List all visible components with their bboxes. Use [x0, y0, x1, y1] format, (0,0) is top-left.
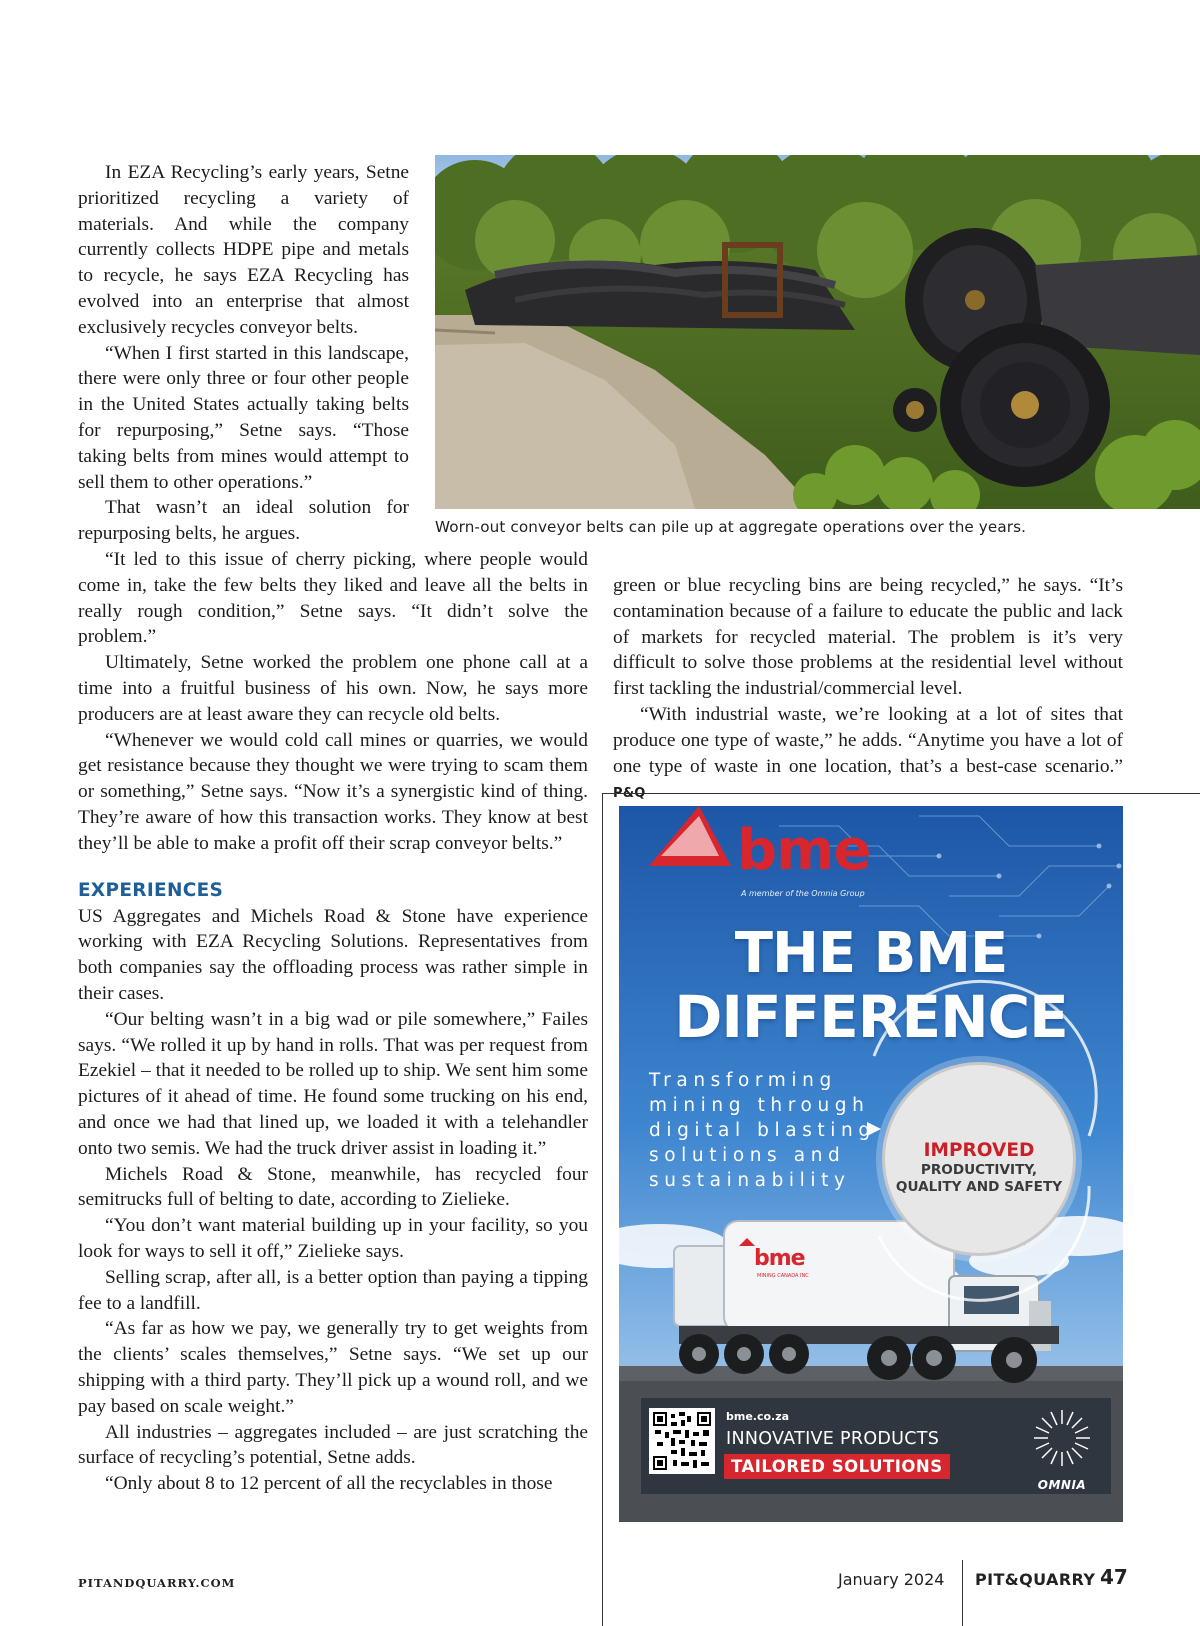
section-subhead: EXPERIENCES — [78, 879, 224, 901]
ad-headline-line-2: DIFFERENCE — [674, 983, 1068, 1051]
lead-paragraph-1: In EZA Recycling’s early years, Setne prioritized recycling a variety of materials. And while the company currently collects HDPE pipe and metals to recycle, he says EZA Recycling has evolved into an enterprise that almost exclusively recycles conveyor belts. — [78, 162, 409, 338]
footer-divider — [962, 1560, 963, 1626]
lead-paragraph-2: “When I first started in this landscape, there were only three or four other people in the United States actually taking belts for repurposing,” Setne says. “Those taking belts from mines would attempt to sell them to other operations.” — [78, 342, 409, 493]
end-mark: P&Q — [613, 786, 646, 802]
qr-code-icon — [653, 1412, 711, 1470]
ad-products-line: INNOVATIVE PRODUCTS — [726, 1429, 940, 1449]
qr-code[interactable] — [649, 1408, 715, 1474]
bme-advertisement[interactable] — [619, 806, 1123, 1522]
ad-frame-left-rule — [602, 793, 603, 1626]
left-paragraph-10: All industries – aggregates included – are just scratching the surface of recycling’s potential, Setne adds. — [78, 1421, 588, 1469]
right-paragraph-2-text: “With industrial waste, we’re looking at a lot of sites that produce one type of waste,” he adds. “Anytime you have a lot of one type of waste in one location, that’s a best-case scenario.” — [613, 703, 1123, 777]
left-paragraph-3: “Whenever we would cold call mines or quarries, we would get resistance because they thought we were trying to scam them or something,” Setne says. “Now it’s a synergistic kind of thing. They’re aware of how this transaction works. They know at best they’ll be able to make a profit off their scrap conveyor belts.” — [78, 729, 588, 854]
truck-logo: bme — [754, 1246, 805, 1271]
ad-badge-title: IMPROVED — [923, 1140, 1035, 1161]
left-paragraph-7: “You don’t want material building up in your facility, so you look for ways to sell it off,” Zielieke says. — [78, 1215, 588, 1262]
photo-caption: Worn-out conveyor belts can pile up at aggregate operations over the years. — [435, 518, 1027, 536]
right-column — [613, 573, 1123, 807]
lead-column — [78, 160, 409, 547]
footer-magazine-name: PIT&QUARRY — [975, 1570, 1096, 1589]
ad-solutions-label: TAILORED SOLUTIONS — [724, 1454, 950, 1479]
footer-website[interactable]: PITANDQUARRY.COM — [78, 1576, 236, 1590]
left-paragraph-2: Ultimately, Setne worked the problem one phone call at a time into a fruitful business of his own. Now, he says more producers are at least aware they can recycle old belts. — [78, 652, 588, 725]
bme-logo-tagline: A member of the Omnia Group — [741, 889, 865, 898]
left-column — [78, 547, 588, 1497]
lead-paragraph-3: That wasn’t an ideal solution for repurposing belts, he argues. — [78, 497, 409, 545]
left-paragraph-11: “Only about 8 to 12 percent of all the recyclables in those — [105, 1473, 553, 1495]
footer-page-number: 47 — [1100, 1565, 1128, 1589]
left-paragraph-4: US Aggregates and Michels Road & Stone have experience working with EZA Recycling Solutions. Representatives from both companies say the offloading process was rather simple in their cases. — [78, 905, 588, 1004]
ad-headline-line-1: THE BME — [734, 921, 1008, 986]
left-paragraph-9: “As far as how we pay, we generally try to get weights from the clients’ scales themselves,” Setne says. “We set up our shipping with a third party. They’ll pick up a wound roll, and we pay based on scale weight.” — [78, 1318, 588, 1417]
ad-badge-text: PRODUCTIVITY, QUALITY AND SAFETY — [895, 1162, 1063, 1195]
left-paragraph-8: Selling scrap, after all, is a better option than paying a tipping fee to a landfill. — [78, 1266, 588, 1314]
left-paragraph-5: “Our belting wasn’t in a big wad or pile somewhere,” Failes says. “We rolled it up by hand in rolls. That was per request from Ezekiel – that it needed to be rolled up to ship. We sent him some pictures of it ahead of time. He found some trucking on his end, and once we had that lined up, we loaded it with a telehandler onto two semis. We had the truck driver assist in loading it.” — [78, 1008, 588, 1159]
footer-issue-date: January 2024 — [838, 1570, 945, 1589]
right-paragraph-2 — [613, 702, 1123, 807]
left-paragraph-1: “It led to this issue of cherry picking, where people would come in, take the few belts they liked and leave all the belts in really rough condition,” Setne says. “It didn’t solve the problem.” — [78, 549, 588, 648]
conveyor-belts-photo — [435, 155, 1200, 509]
ad-website[interactable]: bme.co.za — [726, 1410, 790, 1423]
right-paragraph-1: green or blue recycling bins are being recycled,” he says. “It’s contamination because of a failure to educate the public and lack of markets for recycled material. The problem is it’s very difficult to solve those problems at the residential level without first tackling the industrial/commercial level. — [613, 575, 1123, 700]
bme-logo: bme — [737, 818, 871, 883]
left-paragraph-6: Michels Road & Stone, meanwhile, has recycled four semitrucks full of belting to date, according to Zielieke. — [78, 1163, 588, 1211]
omnia-logo: OMNIA — [1037, 1478, 1087, 1492]
ad-frame-top-rule — [602, 793, 1200, 794]
ad-tagline: Transforming mining through digital blasting solutions and sustainability — [649, 1070, 876, 1191]
truck-logo-sub: MINING CANADA INC — [757, 1273, 809, 1279]
